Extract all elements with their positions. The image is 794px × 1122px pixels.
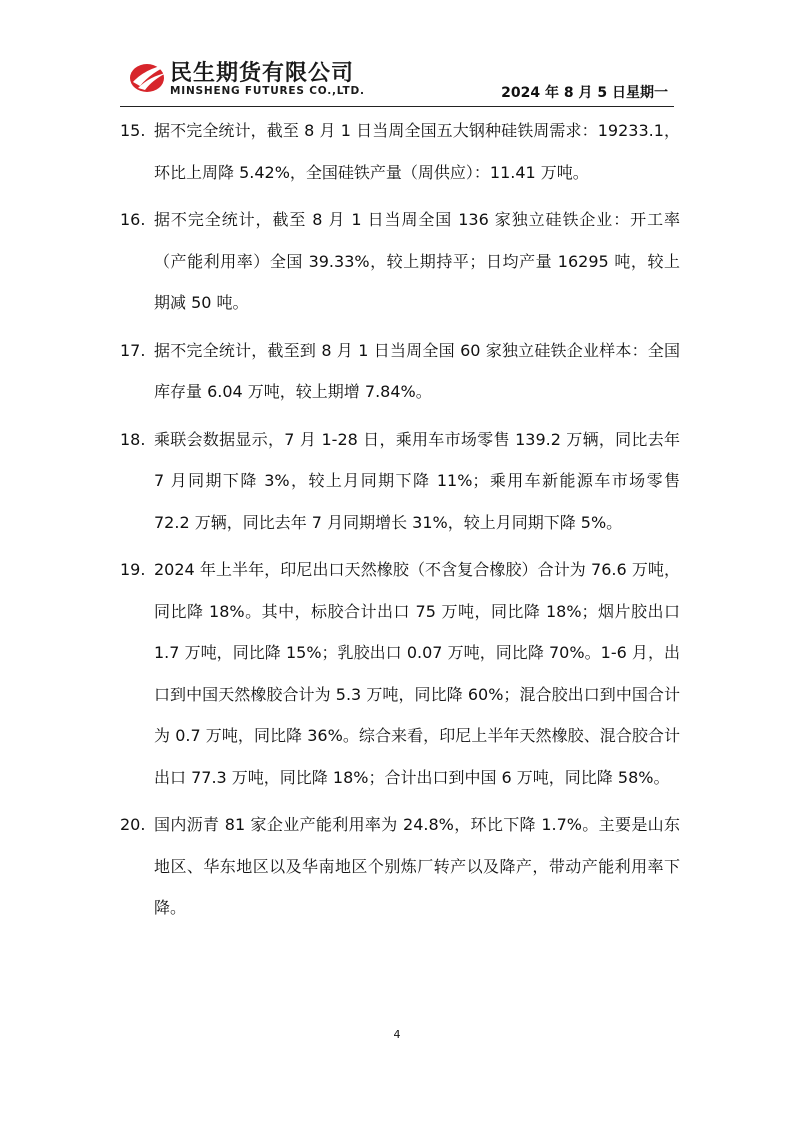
item-number: 19. [120,560,146,579]
item-text: 国内沥青 81 家企业产能利用率为 24.8%，环比下降 1.7%。主要是山东地区、华东地区以及华南地区个别炼厂转产以及降产，带动产能利用率下降。 [154,815,680,917]
item-text: 2024 年上半年，印尼出口天然橡胶（不含复合橡胶）合计为 76.6 万吨，同比降 18%。其中，标胶合计出口 75 万吨，同比降 18%；烟片胶出口 1.7 万吨，同比降 15%；乳胶出口 0.07 万吨，同比降 70%。1-6 月，出口到中国天然橡胶合计为 5.3 万吨，同比降 60%；混合胶出口到中国合计为 0.7 万吨，同比降 36%。综合来看，印尼上半年天然橡胶、混合胶合计出口 77.3 万吨，同比降 18%；合计出口到中国 6 万吨，同比降 58%。 [154,560,680,787]
item-text: 据不完全统计，截至 8 月 1 日当周全国 136 家独立硅铁企业：开工率（产能利用率）全国 39.33%，较上期持平；日均产量 16295 吨，较上期减 50 吨。 [154,210,680,312]
item-text: 据不完全统计，截至到 8 月 1 日当周全国 60 家独立硅铁企业样本：全国库存量 6.04 万吨，较上期增 7.84%。 [154,340,680,401]
news-list [120,110,680,935]
company-name-cn: 民生期货有限公司 [170,61,355,86]
item-text: 据不完全统计，截至 8 月 1 日当周全国五大钢种硅铁周需求：19233.1，环比上周降 5.42%，全国硅铁产量（周供应）：11.41 万吨。 [154,121,680,182]
item-text: 乘联会数据显示，7 月 1-28 日，乘用车市场零售 139.2 万辆，同比去年 7 月同期下降 3%，较上月同期下降 11%；乘用车新能源车市场零售 72.2 万辆，同比去年 7 月同期增长 31%，较上月同期下降 5%。 [154,429,680,532]
list-item [120,804,680,929]
item-number: 17. [120,340,146,360]
page-number: 4 [393,1028,401,1041]
item-number: 16. [120,210,146,229]
page-header [120,52,674,107]
list-item [120,330,680,413]
list-item [120,549,680,798]
item-number: 20. [120,815,146,834]
list-item [120,419,680,544]
item-number: 15. [120,121,146,140]
list-item [120,110,680,193]
report-date: 2024 年 8 月 5 日星期一 [501,85,668,101]
minsheng-logo-icon [126,56,172,96]
item-number: 18. [120,429,146,449]
list-item [120,199,680,324]
company-name-en: MINSHENG FUTURES CO.,LTD. [170,85,365,97]
